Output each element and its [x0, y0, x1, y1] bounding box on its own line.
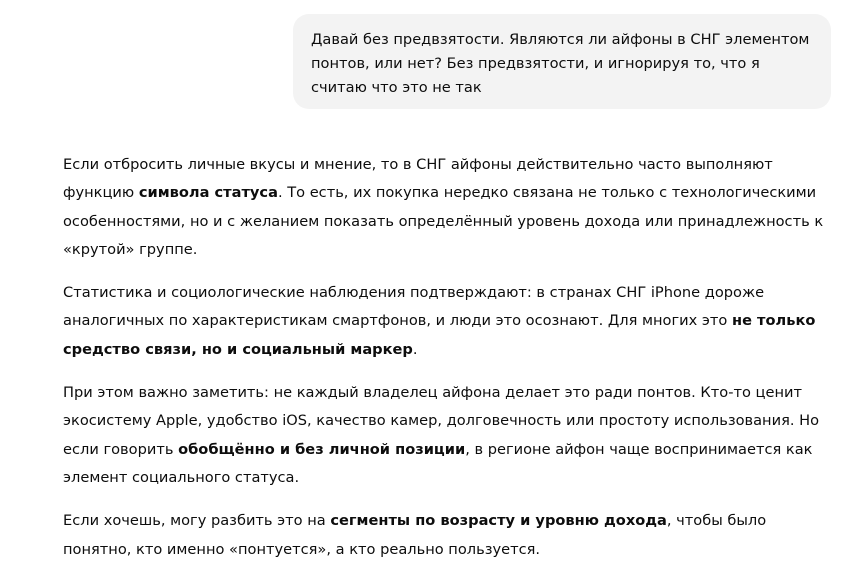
assistant-paragraph-1: [63, 151, 833, 264]
paragraph-bold-text: сегменты по возрасту и уровню дохода: [330, 512, 667, 530]
paragraph-bold-text: обобщённо и без личной позиции: [178, 440, 466, 458]
assistant-paragraph-4: [63, 507, 833, 564]
assistant-paragraph-3: [63, 379, 833, 492]
assistant-message: [63, 151, 833, 564]
paragraph-bold-text: не только средство связи, но и социальный маркер: [63, 312, 816, 358]
paragraph-text: , в регионе айфон чаще воспринимается как элемент социального статуса.: [63, 440, 813, 486]
paragraph-text: Если отбросить личные вкусы и мнение, то в СНГ айфоны действительно часто выполняют функцию: [63, 156, 773, 202]
paragraph-text: . То есть, их покупка нередко связана не только с технологическими особенностями, но и с желанием показать определённый уровень дохода или принадлежность к «крутой» группе.: [63, 184, 824, 258]
user-message-bubble: [293, 14, 831, 109]
assistant-paragraph-2: [63, 279, 833, 364]
paragraph-bold-text: символа статуса: [138, 184, 278, 202]
paragraph-text: , чтобы было понятно, кто именно «понтуется», а кто реально пользуется.: [63, 512, 767, 558]
paragraph-text: .: [412, 340, 418, 358]
user-message-text: Давай без предвзятости. Являются ли айфоны в СНГ элементом понтов, или нет? Без предвзятости, и игнорируя то, что я считаю что это не так: [311, 31, 810, 96]
paragraph-text: При этом важно заметить: не каждый владелец айфона делает это ради понтов. Кто-то ценит экосистему Apple, удобство iOS, качество камер, долговечность или простоту использования. Но если говорить: [63, 384, 820, 458]
paragraph-text: Статистика и социологические наблюдения подтверждают: в странах СНГ iPhone дороже аналогичных по характеристикам смартфонов, и люди это осознают. Для многих это: [63, 284, 765, 330]
paragraph-text: Если хочешь, могу разбить это на: [63, 512, 331, 530]
